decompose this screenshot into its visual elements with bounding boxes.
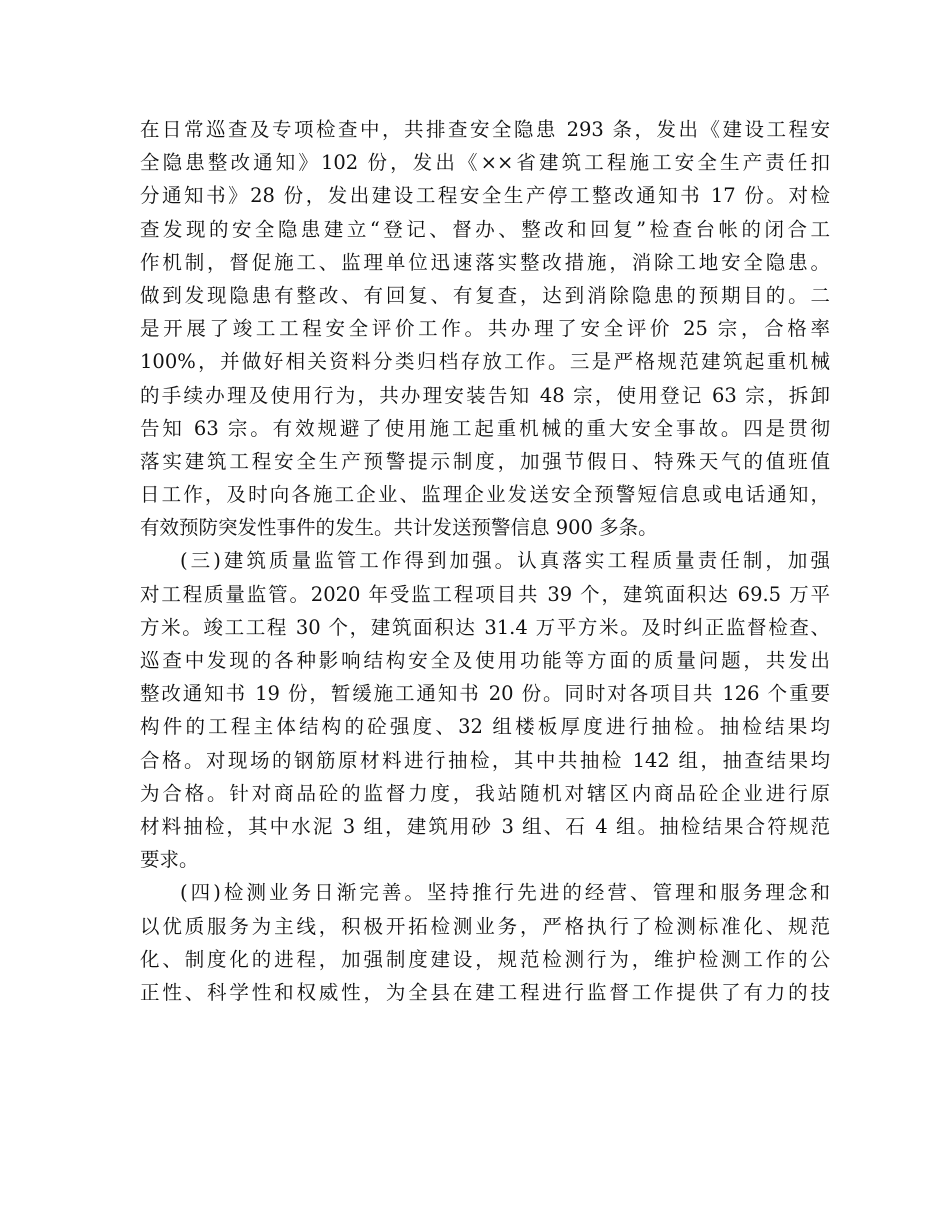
text-line: 作机制，督促施工、监理单位迅速落实整改措施，消除工地安全隐患。 xyxy=(140,250,830,274)
text-line: 要求。 xyxy=(140,848,199,872)
text-line: 查发现的安全隐患建立“登记、督办、整改和回复”检查台帐的闭合工 xyxy=(140,217,830,241)
text-line: 方米。竣工工程 30 个，建筑面积达 31.4 万平方米。及时纠正监督检查、 xyxy=(140,615,830,639)
text-line: 是开展了竣工工程安全评价工作。共办理了安全评价 25 宗，合格率 xyxy=(140,317,830,341)
text-line: 巡查中发现的各种影响结构安全及使用功能等方面的质量问题，共发出 xyxy=(140,649,830,672)
text-line: 为合格。针对商品砼的监督力度，我站随机对辖区内商品砼企业进行原 xyxy=(140,781,830,805)
document-body xyxy=(140,113,830,1009)
text-line: 落实建筑工程安全生产预警提示制度，加强节假日、特殊天气的值班值 xyxy=(140,449,830,473)
text-line: 告知 63 宗。有效规避了使用施工起重机械的重大安全事故。四是贯彻 xyxy=(140,416,830,440)
text-line: 合格。对现场的钢筋原材料进行抽检，其中共抽检 142 组，抽查结果均 xyxy=(140,748,830,772)
text-line: 在日常巡查及专项检查中，共排查安全隐患 293 条，发出《建设工程安 xyxy=(140,118,830,141)
text-line: 整改通知书 19 份，暂缓施工通知书 20 份。同时对各项目共 126 个重要 xyxy=(140,682,830,706)
paragraph xyxy=(140,876,830,1009)
text-line: 以优质服务为主线，积极开拓检测业务，严格执行了检测标准化、规范 xyxy=(140,914,830,938)
text-line: (四)检测业务日渐完善。坚持推行先进的经营、管理和服务理念和 xyxy=(180,881,830,905)
text-line: 日工作，及时向各施工企业、监理企业发送安全预警短信息或电话通知， xyxy=(140,483,830,507)
text-line: 材料抽检，其中水泥 3 组，建筑用砂 3 组、石 4 组。抽检结果合符规范 xyxy=(140,814,830,838)
paragraph xyxy=(140,544,830,876)
text-line: 的手续办理及使用行为，共办理安装告知 48 宗，使用登记 63 宗，拆卸 xyxy=(140,383,830,407)
text-line: 化、制度化的进程，加强制度建设，规范检测行为，维护检测工作的公 xyxy=(140,947,830,971)
text-line: 有效预防突发性事件的发生。共计发送预警信息 900 多条。 xyxy=(140,516,658,540)
text-line: 做到发现隐患有整改、有回复、有复查，达到消除隐患的预期目的。二 xyxy=(140,283,830,307)
text-line: (三)建筑质量监管工作得到加强。认真落实工程质量责任制，加强 xyxy=(180,549,830,573)
text-line: 对工程质量监管。2020 年受监工程项目共 39 个，建筑面积达 69.5 万平 xyxy=(140,582,830,606)
text-line: 分通知书》28 份，发出建设工程安全生产停工整改通知书 17 份。对检 xyxy=(140,184,830,208)
text-line: 构件的工程主体结构的砼强度、32 组楼板厚度进行抽检。抽检结果均 xyxy=(140,715,830,739)
text-line: 正性、科学性和权威性，为全县在建工程进行监督工作提供了有力的技 xyxy=(140,980,830,1004)
text-line: 100%，并做好相关资料分类归档存放工作。三是严格规范建筑起重机械 xyxy=(140,350,830,374)
paragraph xyxy=(140,113,830,544)
text-line: 全隐患整改通知》102 份，发出《××省建筑工程施工安全生产责任扣 xyxy=(140,151,830,175)
